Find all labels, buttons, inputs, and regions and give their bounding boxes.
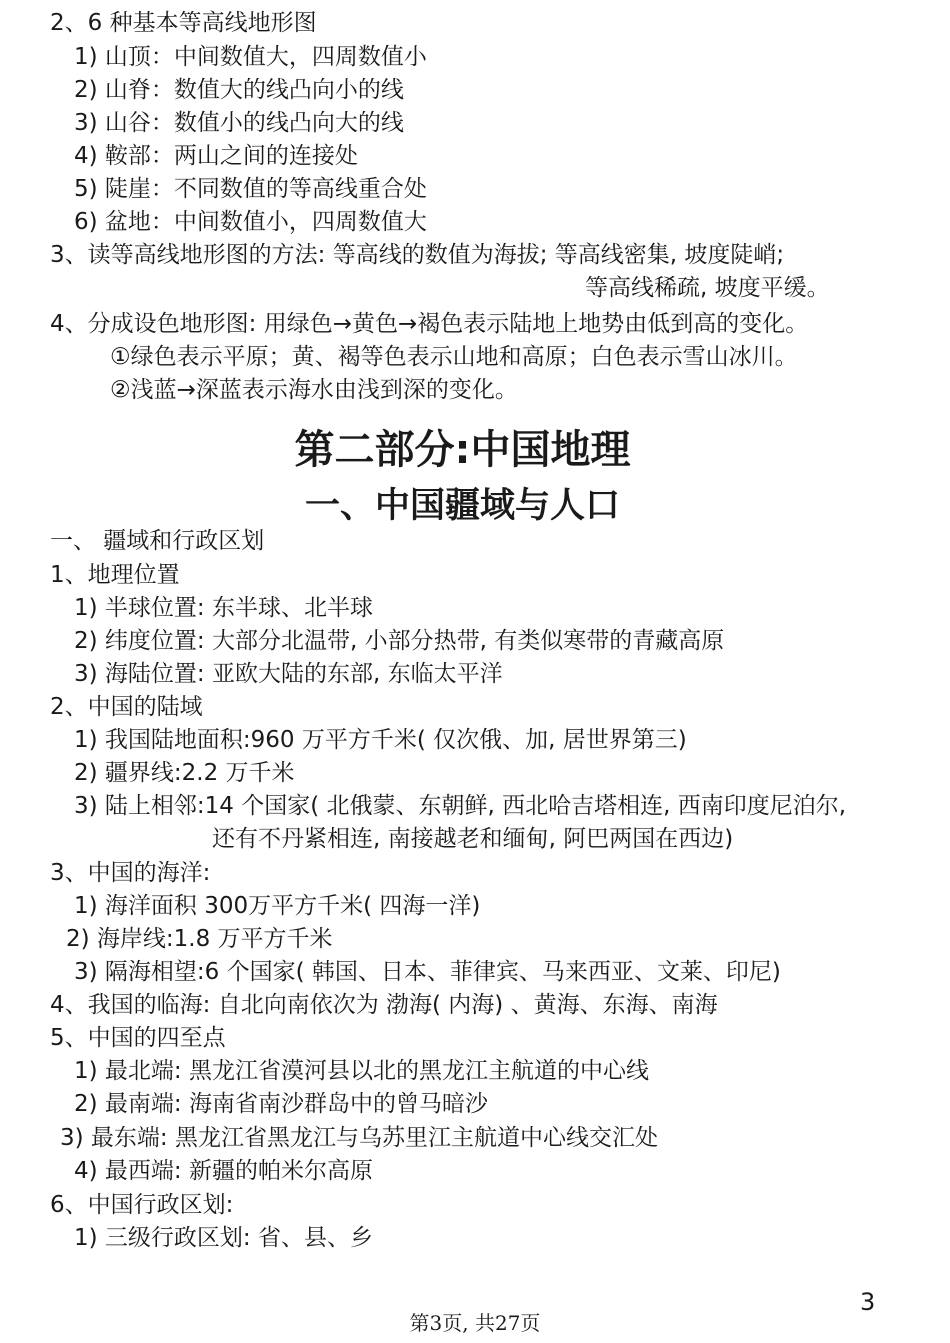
list-item: 1) 海洋面积 300万平方千米( 四海一洋) — [74, 893, 481, 919]
list-item: 4) 鞍部：两山之间的连接处 — [74, 143, 358, 169]
list-item: 6) 盆地：中间数值小，四周数值大 — [74, 209, 427, 235]
page-footer: 第3页, 共27页 — [409, 1311, 541, 1335]
contour-heading: 2、6 种基本等高线地形图 — [50, 10, 317, 36]
page-number: 3 — [860, 1288, 876, 1316]
land-heading: 2、中国的陆域 — [50, 694, 203, 720]
layered-color-note: ②浅蓝→深蓝表示海水由浅到深的变化。 — [110, 377, 518, 403]
location-heading: 1、地理位置 — [50, 562, 180, 588]
list-item: 3) 隔海相望:6 个国家( 韩国、日本、菲律宾、马来西亚、文莱、印尼) — [74, 959, 781, 985]
list-item: 4) 最西端: 新疆的帕米尔高原 — [74, 1158, 373, 1184]
layered-color: 4、分成设色地形图: 用绿色→黄色→褐色表示陆地上地势由低到高的变化。 — [50, 311, 809, 337]
sea-heading: 3、中国的海洋: — [50, 860, 211, 886]
chapter-title: 一、中国疆域与人口 — [304, 486, 620, 526]
list-item: 2) 最南端: 海南省南沙群岛中的曾马暗沙 — [74, 1091, 488, 1117]
reading-method-cont: 等高线稀疏, 坡度平缓。 — [585, 275, 830, 301]
part-title: 第二部分:中国地理 — [294, 427, 631, 473]
list-item: 1) 三级行政区划: 省、县、乡 — [74, 1225, 373, 1251]
extremes-heading: 5、中国的四至点 — [50, 1025, 226, 1051]
list-item: 2) 海岸线:1.8 万平方千米 — [66, 926, 333, 952]
list-item: 2) 山脊：数值大的线凸向小的线 — [74, 77, 404, 103]
list-item: 2) 疆界线:2.2 万千米 — [74, 760, 295, 786]
list-item: 3) 山谷：数值小的线凸向大的线 — [74, 110, 404, 136]
reading-method: 3、读等高线地形图的方法: 等高线的数值为海拔; 等高线密集, 坡度陡峭; — [50, 242, 785, 268]
list-item: 3) 陆上相邻:14 个国家( 北俄蒙、东朝鲜, 西北哈吉塔相连, 西南印度尼泊尔, — [74, 793, 847, 819]
list-item: 3) 最东端: 黑龙江省黑龙江与乌苏里江主航道中心线交汇处 — [60, 1125, 658, 1151]
list-item: 1) 我国陆地面积:960 万平方千米( 仅次俄、加, 居世界第三) — [74, 727, 687, 753]
marginal-seas: 4、我国的临海: 自北向南依次为 渤海( 内海) 、黄海、东海、南海 — [50, 992, 718, 1018]
list-item: 2) 纬度位置: 大部分北温带, 小部分热带, 有类似寒带的青藏高原 — [74, 628, 725, 654]
layered-color-note: ①绿色表示平原；黄、褐等色表示山地和高原；白色表示雪山冰川。 — [110, 344, 798, 370]
section-title: 一、 疆域和行政区划 — [50, 528, 265, 554]
admin-heading: 6、中国行政区划: — [50, 1192, 234, 1218]
list-item: 1) 半球位置: 东半球、北半球 — [74, 595, 373, 621]
list-item: 1) 最北端: 黑龙江省漠河县以北的黑龙江主航道的中心线 — [74, 1058, 649, 1084]
list-item: 5) 陡崖：不同数值的等高线重合处 — [74, 176, 427, 202]
list-item-cont: 还有不丹紧相连, 南接越老和缅甸, 阿巴两国在西边) — [212, 826, 734, 852]
list-item: 1) 山顶：中间数值大，四周数值小 — [74, 44, 427, 70]
list-item: 3) 海陆位置: 亚欧大陆的东部, 东临太平洋 — [74, 661, 503, 687]
